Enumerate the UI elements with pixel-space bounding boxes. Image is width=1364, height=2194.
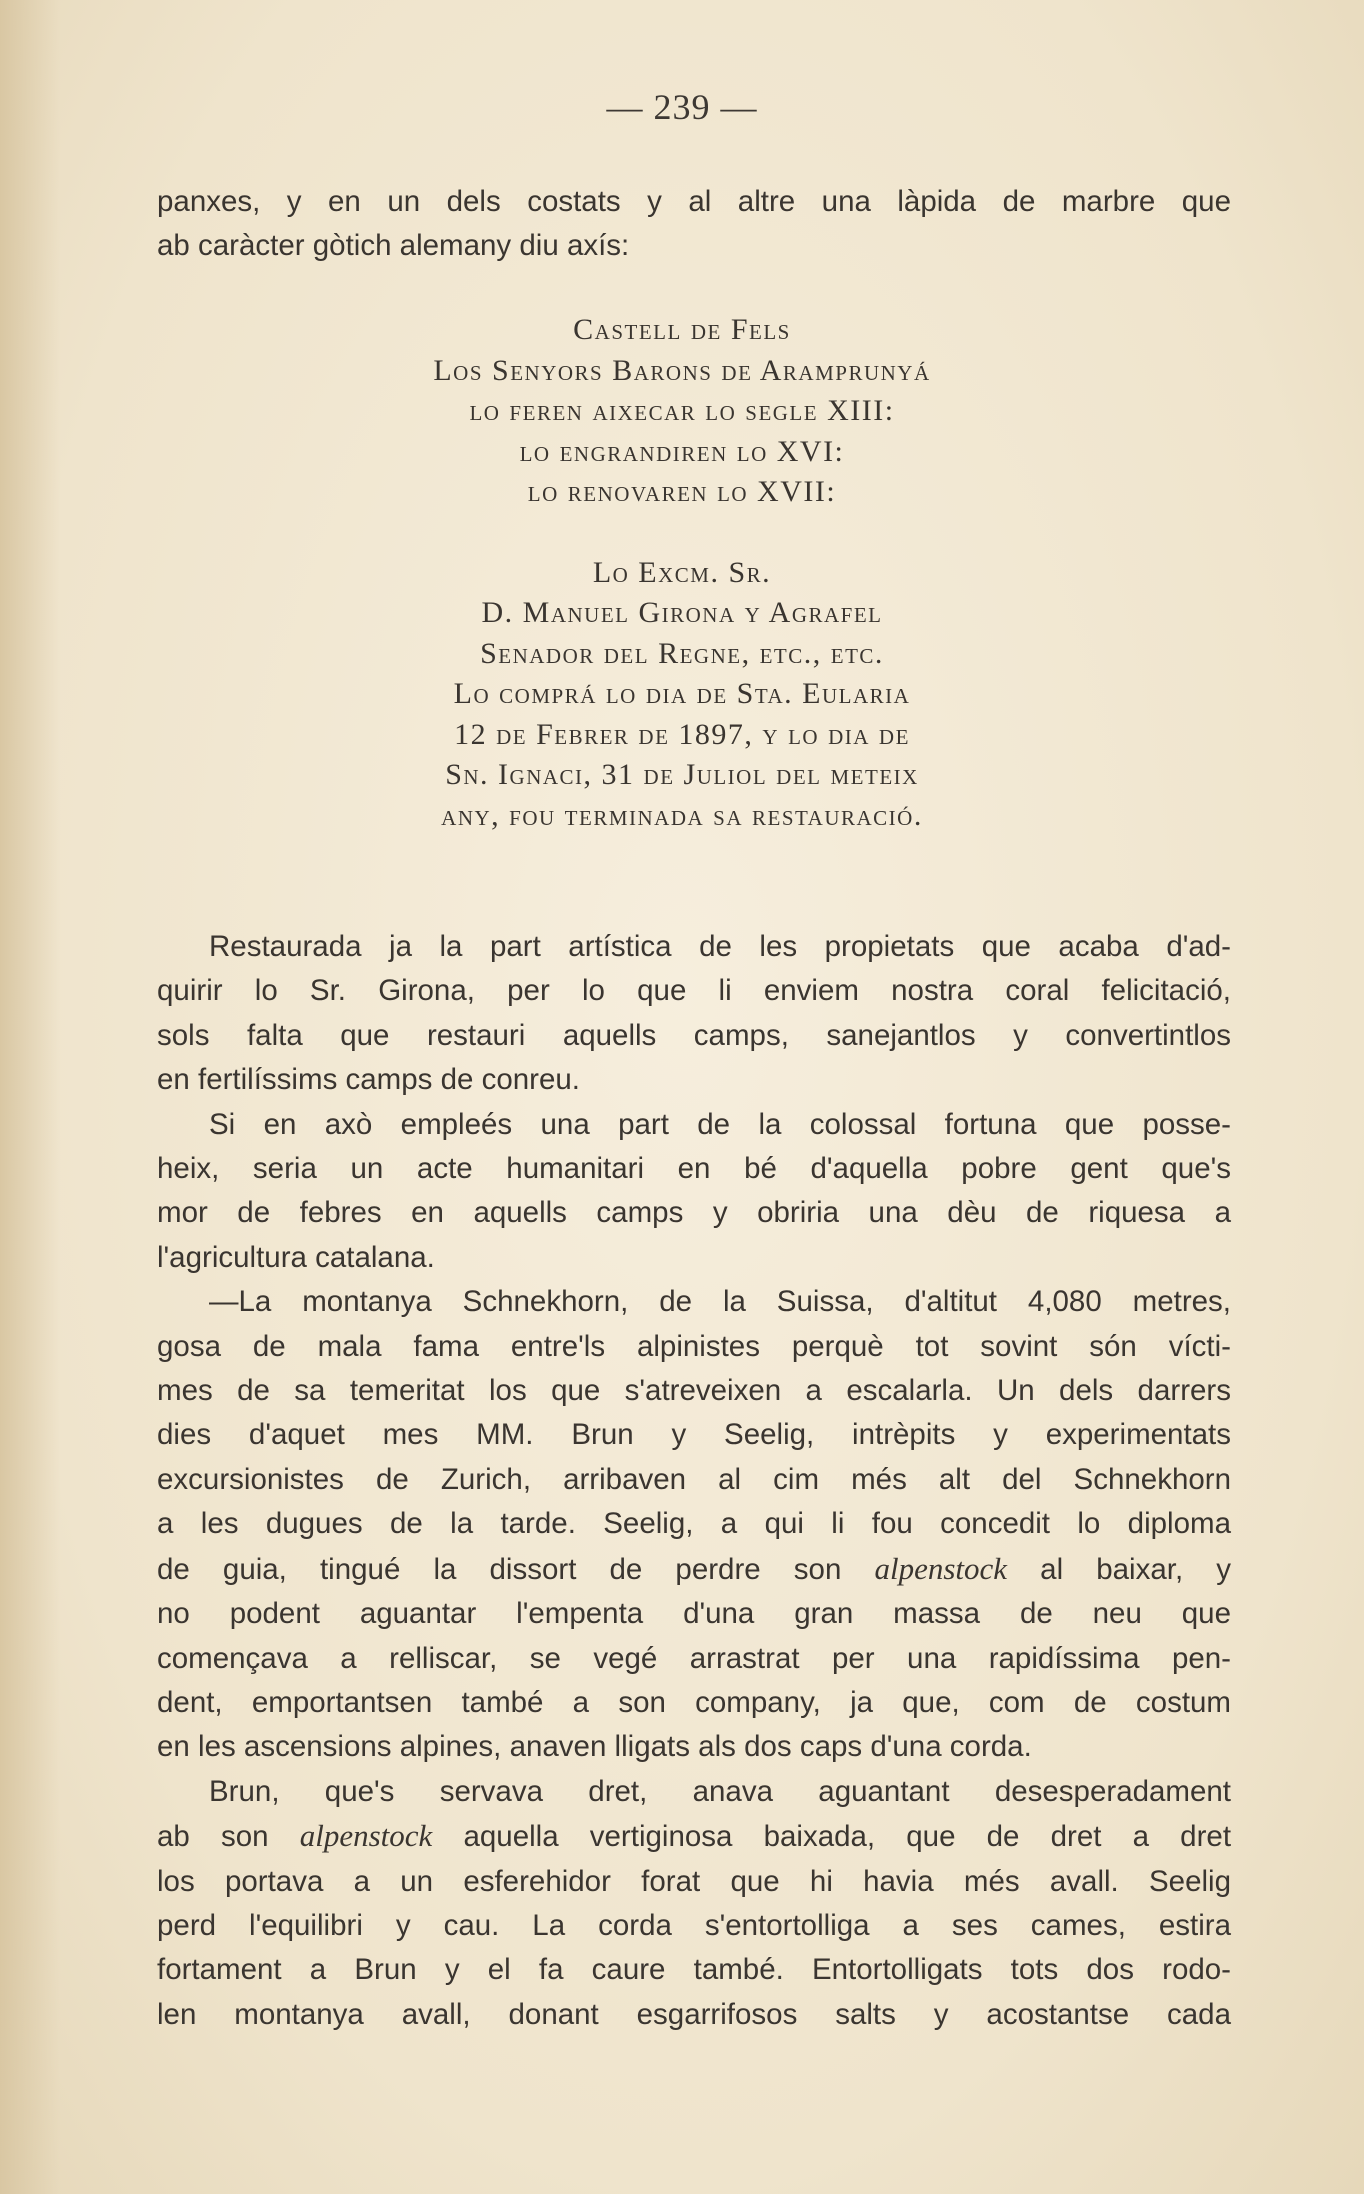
body-line: no podent aguantar l'empenta d'una gran massa de neu que	[157, 1597, 1231, 1631]
inscription-line: Lo comprá lo dia de Sta. Eularia	[453, 677, 911, 710]
body-text-run: aquella vertiginosa baixada, que de dret a dret	[463, 1820, 1232, 1854]
body-line: Si en axò empleés una part de la colossal fortuna que posse-	[209, 1107, 1231, 1141]
inscription-line: lo feren aixecar lo segle XIII:	[469, 394, 895, 427]
inscription-line: D. Manuel Girona y Agrafel	[481, 596, 883, 629]
body-line: dent, emportantsen també a son company, ja que, com de costum	[157, 1685, 1231, 1719]
body-line: fortament a Brun y el fa caure també. Entortolligats tots dos rodo-	[157, 1953, 1231, 1987]
body-line	[157, 1814, 1231, 1859]
body-line: Brun, que's servava dret, anava aguantant desesperadament	[209, 1774, 1231, 1808]
italic-term: alpenstock	[874, 1550, 1008, 1586]
inscription-line: lo renovaren lo XVII:	[527, 475, 837, 508]
body-line: excursionistes de Zurich, arribaven al cim més alt del Schnekhorn	[157, 1462, 1231, 1496]
body-text	[157, 925, 1231, 2037]
inscription-line: Lo Excm. Sr.	[592, 555, 772, 589]
body-line: —La montanya Schnekhorn, de la Suissa, d'altitut 4,080 metres,	[209, 1285, 1231, 1319]
body-line: mor de febres en aquells camps y obriria una dèu de riquesa a	[157, 1196, 1231, 1230]
body-line: len montanya avall, donant esgarrifosos salts y acostantse cada	[157, 1997, 1231, 2031]
inscription-line: Sn. Ignaci, 31 de Juliol del meteix	[445, 758, 919, 791]
body-line: començava a relliscar, se vegé arrastrat per una rapidíssima pen-	[157, 1641, 1231, 1675]
inscription-line: any, fou terminada sa restauració.	[441, 798, 923, 832]
inscription-line: Castell de Fels	[573, 313, 791, 346]
body-line: en les ascensions alpines, anaven lligats als dos caps d'una corda.	[157, 1730, 1032, 1764]
body-line	[157, 1547, 1231, 1592]
inscription-spacer	[0, 513, 1364, 553]
body-line: heix, seria un acte humanitari en bé d'aquella pobre gent que's	[157, 1152, 1231, 1186]
body-text-run: al baixar, y	[1040, 1552, 1231, 1586]
body-text-run: de guia, tingué la dissort de perdre son	[157, 1552, 842, 1586]
italic-term: alpenstock	[299, 1818, 433, 1854]
body-line: dies d'aquet mes MM. Brun y Seelig, intrèpits y experimentats	[157, 1418, 1231, 1452]
intro-paragraph	[157, 180, 1231, 269]
inscription-line: Senador del Regne, etc., etc.	[480, 636, 884, 670]
intro-line: panxes, y en un dels costats y al altre una làpida de marbre que	[157, 185, 1231, 218]
body-line: quirir lo Sr. Girona, per lo que li enviem nostra coral felicitació,	[157, 974, 1231, 1008]
inscription	[0, 310, 1364, 836]
body-line: l'agricultura catalana.	[157, 1240, 435, 1274]
body-line: perd l'equilibri y cau. La corda s'entortolliga a ses cames, estira	[157, 1908, 1231, 1942]
body-line: Restaurada ja la part artística de les propietats que acaba d'ad-	[209, 930, 1231, 963]
inscription-line: lo engrandiren lo XVI:	[519, 434, 845, 468]
body-line: los portava a un esferehidor forat que hi havia més avall. Seelig	[157, 1864, 1231, 1898]
body-line: gosa de mala fama entre'ls alpinistes perquè tot sovint són vícti-	[157, 1329, 1231, 1363]
body-line: a les dugues de la tarde. Seelig, a qui li fou concedit lo diploma	[157, 1507, 1231, 1541]
page-number: — 239 —	[606, 87, 758, 127]
inscription-line: Los Senyors Barons de Aramprunyá	[433, 353, 931, 387]
body-line: en fertilíssims camps de conreu.	[157, 1063, 580, 1097]
intro-line: ab caràcter gòtich alemany diu axís:	[157, 229, 630, 263]
inscription-line: 12 de Febrer de 1897, y lo dia de	[454, 717, 910, 751]
body-text-run: ab son	[157, 1820, 269, 1854]
body-line: mes de sa temeritat los que s'atreveixen a escalarla. Un dels darrers	[157, 1374, 1231, 1408]
body-line: sols falta que restauri aquells camps, sanejantlos y convertintlos	[157, 1018, 1231, 1052]
